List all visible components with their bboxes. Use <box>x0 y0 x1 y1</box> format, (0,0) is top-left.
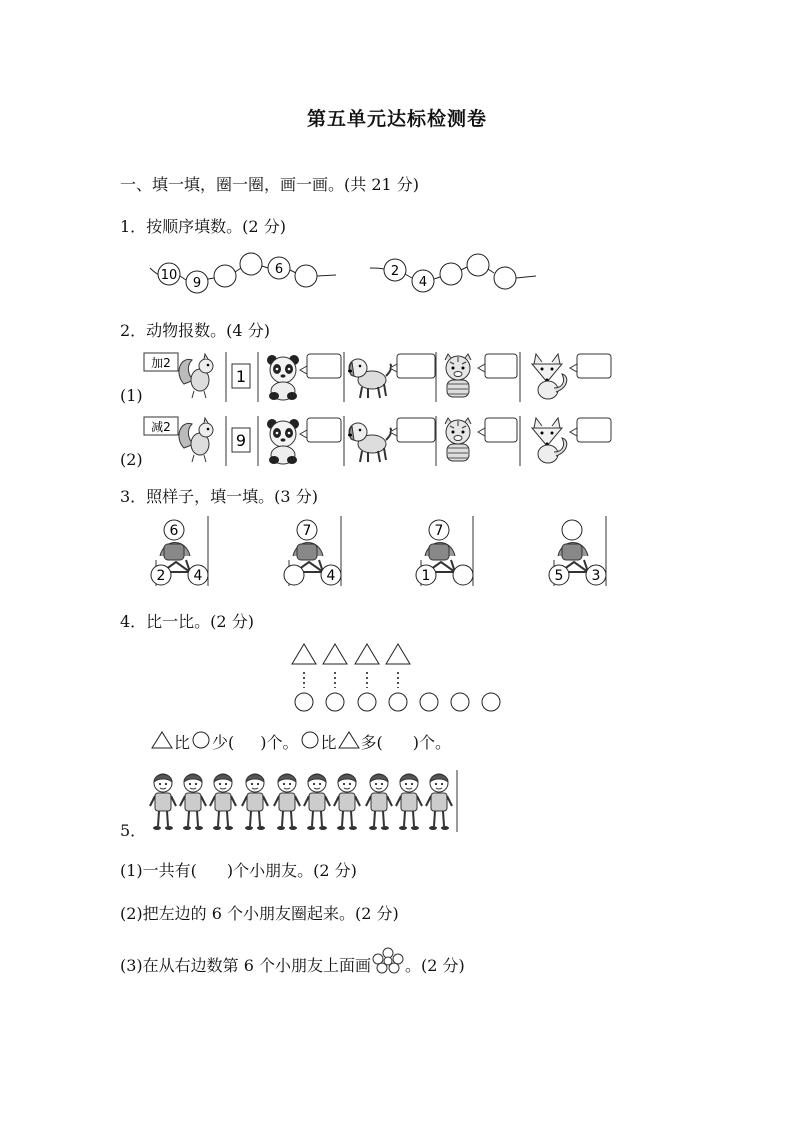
answer-bubble-row2-3[interactable] <box>485 418 517 442</box>
top-number: 6 <box>169 523 179 539</box>
chain-b-circle-4[interactable] <box>467 254 489 276</box>
tiger-icon <box>445 418 471 461</box>
start-number: 1 <box>235 367 247 386</box>
top-circle-blank[interactable] <box>562 520 582 540</box>
chain-b <box>370 254 536 292</box>
q5-part3-end: 。(2 分) <box>405 956 465 975</box>
q4-compare-sentence <box>150 730 451 753</box>
q1-number-chains <box>140 248 560 300</box>
triangle-4 <box>386 644 410 664</box>
circle-1 <box>295 693 313 711</box>
child-icon-5[interactable] <box>274 774 300 830</box>
compare-more: 多( <box>360 733 383 752</box>
q4-text: 4．比一比。(2 分) <box>120 612 254 631</box>
q5-part1 <box>120 858 357 881</box>
chain-b-value-2: 4 <box>418 275 428 290</box>
chain-a <box>158 253 336 293</box>
chain-b-circle-3[interactable] <box>440 263 462 285</box>
q3-item-2 <box>284 516 341 586</box>
q2-row1-number: (1) <box>120 386 143 405</box>
q5-part3 <box>120 947 465 976</box>
panda-icon <box>267 355 299 400</box>
triangle-row <box>292 644 410 664</box>
chain-b-value-1: 2 <box>390 264 400 279</box>
circle-row <box>295 693 500 711</box>
q2-text: 2．动物报数。(4 分) <box>120 321 270 340</box>
q2-animal-rows <box>140 348 630 472</box>
child-icon-2[interactable] <box>180 774 206 830</box>
compare-unit-2: )个。 <box>412 733 452 752</box>
flower-icon <box>371 947 405 975</box>
child-icon-9[interactable] <box>396 774 422 830</box>
right-wheel-blank[interactable] <box>453 565 473 585</box>
q2-row2 <box>144 416 611 466</box>
chain-a-value-5: 6 <box>274 262 284 277</box>
dotted-connectors <box>304 672 398 688</box>
q3-item-1 <box>151 516 208 586</box>
children-row <box>148 770 460 834</box>
right-number: 4 <box>193 568 203 584</box>
left-number: 1 <box>421 568 431 584</box>
rule-label-subtract: 减2 <box>151 420 171 434</box>
page-title: 第五单元达标检测卷 <box>306 108 487 130</box>
triangle-1 <box>292 644 316 664</box>
right-number: 3 <box>591 568 601 584</box>
child-icon-6[interactable] <box>304 774 330 830</box>
squirrel-icon <box>179 418 213 462</box>
left-number: 2 <box>156 568 166 584</box>
triangle-3 <box>355 644 379 664</box>
answer-bubble-row1-3[interactable] <box>485 354 517 378</box>
q3-item-4 <box>549 516 606 586</box>
child-icon-8[interactable] <box>366 774 392 830</box>
chain-a-circle-6[interactable] <box>295 265 317 287</box>
circle-5 <box>420 693 438 711</box>
chain-a-circle-4[interactable] <box>240 253 262 275</box>
triangle-icon <box>150 730 174 750</box>
top-number: 7 <box>434 523 444 539</box>
compare-unit-1: )个。 <box>260 733 299 752</box>
q1-text: 1．按顺序填数。(2 分) <box>120 217 286 236</box>
chain-b-circle-5[interactable] <box>494 267 516 289</box>
answer-bubble-row1-2[interactable] <box>397 354 435 378</box>
chain-a-value-2: 9 <box>192 276 202 291</box>
start-number: 9 <box>235 431 247 450</box>
compare-word-2: 比 <box>320 733 337 752</box>
q3-bicycles <box>140 516 620 590</box>
q2-row1 <box>144 352 611 402</box>
circle-7 <box>482 693 500 711</box>
circle-3 <box>358 693 376 711</box>
dog-icon <box>348 423 391 462</box>
q5-number: 5． <box>120 821 147 840</box>
squirrel-icon <box>179 354 213 398</box>
answer-bubble-row1-1[interactable] <box>307 354 341 378</box>
tiger-icon <box>445 354 471 397</box>
chain-a-value-1: 10 <box>160 268 178 283</box>
left-wheel-blank[interactable] <box>284 565 304 585</box>
chain-a-circle-3[interactable] <box>214 265 236 287</box>
q5-part1-start: (1)一共有( <box>120 861 197 880</box>
child-icon-3[interactable] <box>210 774 236 830</box>
q5-part3-start: (3)在从右边数第 6 个小朋友上面画 <box>120 956 372 975</box>
child-icon-10[interactable] <box>426 774 452 830</box>
answer-bubble-row2-2[interactable] <box>397 418 435 442</box>
q5-part2: (2)把左边的 6 个小朋友圈起来。(2 分) <box>120 904 399 923</box>
child-icon-4[interactable] <box>242 774 268 830</box>
answer-bubble-row1-4[interactable] <box>577 354 611 378</box>
dog-icon <box>348 359 391 398</box>
q3-text: 3．照样子，填一填。(3 分) <box>120 487 318 506</box>
right-number: 4 <box>326 568 336 584</box>
circle-4 <box>389 693 407 711</box>
q2-row2-number: (2) <box>120 450 143 469</box>
compare-word-1: 比 <box>174 733 191 752</box>
q5-part1-end: )个小朋友。(2 分) <box>226 861 357 880</box>
answer-bubble-row2-4[interactable] <box>577 418 611 442</box>
child-icon-7[interactable] <box>334 774 360 830</box>
child-icon-1[interactable] <box>150 774 176 830</box>
answer-bubble-row2-1[interactable] <box>307 418 341 442</box>
panda-icon <box>267 419 299 464</box>
circle-2 <box>326 693 344 711</box>
triangle-2 <box>323 644 347 664</box>
circle-icon <box>299 730 321 750</box>
q3-item-3 <box>416 516 473 586</box>
triangle-icon <box>337 730 361 750</box>
circle-icon <box>190 730 212 750</box>
top-number: 7 <box>302 523 312 539</box>
left-number: 5 <box>554 568 564 584</box>
fox-icon <box>532 354 567 399</box>
rule-label-add: 加2 <box>151 356 171 370</box>
circle-6 <box>451 693 469 711</box>
compare-less: 少( <box>212 733 235 752</box>
fox-icon <box>532 418 567 463</box>
q4-shapes <box>288 640 508 716</box>
section-heading: 一、填一填，圈一圈，画一画。(共 21 分) <box>120 175 420 194</box>
